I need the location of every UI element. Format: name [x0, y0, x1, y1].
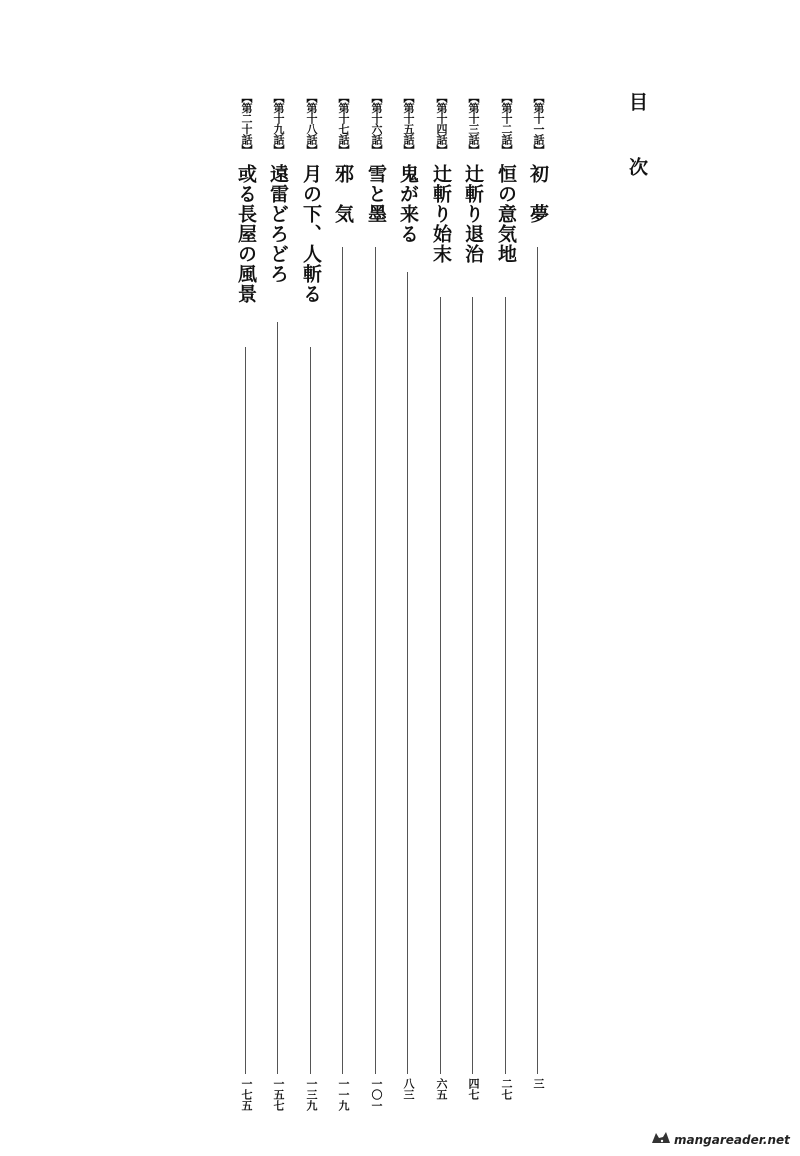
- page-number: 四七: [467, 1078, 480, 1100]
- page-number: 二七: [500, 1078, 513, 1100]
- page-number: 八三: [402, 1078, 415, 1100]
- chapter-number: 【第十三話】: [467, 92, 480, 155]
- chapter-number: 【第十五話】: [402, 92, 415, 155]
- toc-entry: [331, 92, 355, 1132]
- chapter-number: 【第十四話】: [435, 92, 448, 155]
- toc-entry: [429, 92, 453, 1132]
- toc-entry: [396, 92, 420, 1132]
- leader-line: [375, 247, 376, 1074]
- chapter-number: 【第十二話】: [500, 92, 513, 155]
- toc-title: 目 次: [626, 92, 648, 188]
- page-number: 一七五: [240, 1078, 253, 1111]
- watermark-text: mangareader.net: [674, 1133, 790, 1147]
- leader-line: [505, 297, 506, 1074]
- leader-line: [537, 247, 538, 1074]
- leader-line: [407, 272, 408, 1074]
- toc-entry: [526, 92, 550, 1132]
- toc-entry: [299, 92, 323, 1132]
- page-number: 一五七: [272, 1078, 285, 1111]
- leader-line: [310, 347, 311, 1074]
- leader-line: [440, 297, 441, 1074]
- chapter-title: 月の下、人斬る: [300, 164, 322, 304]
- page-number: 一一九: [337, 1078, 350, 1111]
- chapter-number: 【第十八話】: [305, 92, 318, 155]
- leader-line: [472, 297, 473, 1074]
- toc-entry: [364, 92, 388, 1132]
- chapter-title: 雪と墨: [365, 164, 387, 224]
- chapter-title: 邪 気: [332, 164, 354, 224]
- toc-entry: [266, 92, 290, 1132]
- watermark: [650, 1128, 798, 1152]
- page-number: 一三九: [305, 1078, 318, 1111]
- chapter-number: 【第十七話】: [337, 92, 350, 155]
- chapter-number: 【第十一話】: [532, 92, 545, 155]
- fox-logo-icon: [650, 1129, 672, 1151]
- chapter-title: 恒の意気地: [495, 164, 517, 264]
- toc-entry: [234, 92, 258, 1132]
- leader-line: [277, 322, 278, 1074]
- chapter-number: 【第二十話】: [240, 92, 253, 155]
- toc-entry: [461, 92, 485, 1132]
- leader-line: [342, 247, 343, 1074]
- toc-entry: [494, 92, 518, 1132]
- chapter-number: 【第十九話】: [272, 92, 285, 155]
- chapter-title: 鬼が来る: [397, 164, 419, 244]
- page-number: 一〇一: [370, 1078, 383, 1111]
- leader-line: [245, 347, 246, 1074]
- chapter-title: 初 夢: [527, 164, 549, 224]
- chapter-number: 【第十六話】: [370, 92, 383, 155]
- chapter-title: 辻斬り始末: [430, 164, 452, 264]
- page-number: 六五: [435, 1078, 448, 1100]
- chapter-title: 遠雷どろどろ: [267, 164, 289, 284]
- chapter-title: 辻斬り退治: [462, 164, 484, 264]
- chapter-title: 或る長屋の風景: [235, 164, 257, 304]
- page-number: 三: [532, 1078, 545, 1089]
